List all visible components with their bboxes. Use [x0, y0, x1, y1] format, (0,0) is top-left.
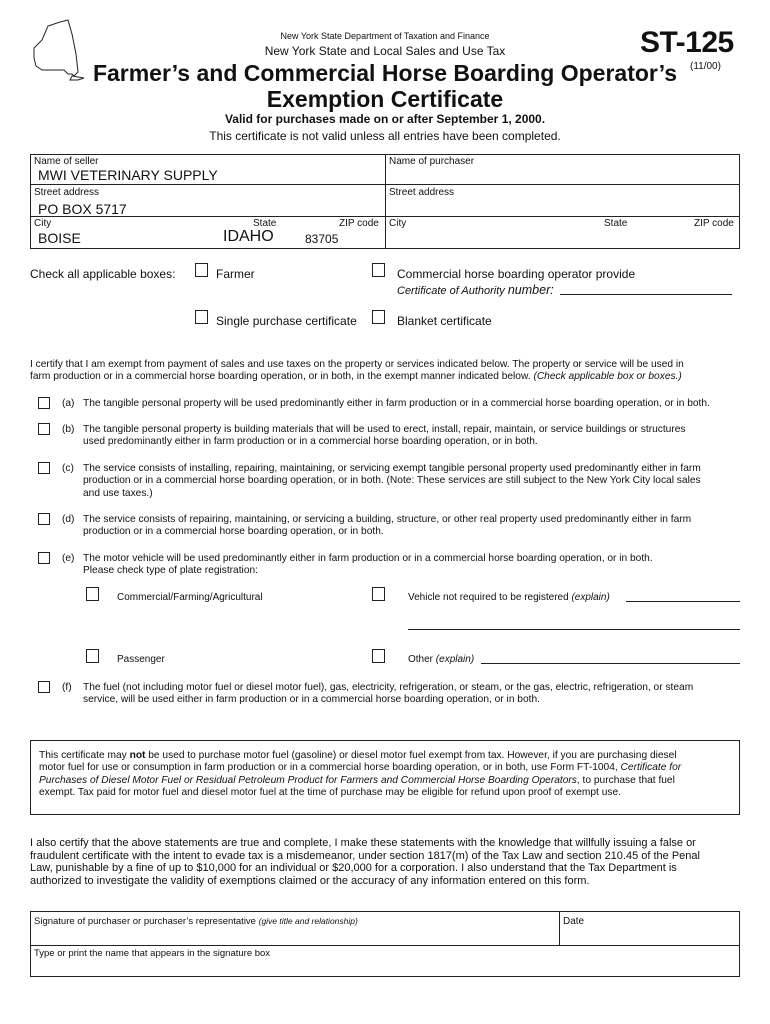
- plate-not-required-label: [408, 592, 610, 603]
- form-number: ST-125: [640, 26, 734, 59]
- signature-field[interactable]: [31, 912, 558, 945]
- notice-line1b: not: [129, 750, 146, 761]
- signature-label-italic: (give title and relationship): [258, 916, 358, 926]
- seller-zip-field[interactable]: 83705: [305, 232, 339, 246]
- seller-zip-label: ZIP code: [339, 218, 379, 229]
- item-d-letter: (d): [62, 514, 75, 525]
- final-line4: authorized to investigate the validity of exemptions claimed or the accuracy of any information entered on this form.: [30, 874, 590, 887]
- plate-other-text: Other: [408, 654, 436, 665]
- plate-other-explain: (explain): [435, 654, 475, 665]
- plate-passenger-label: Passenger: [117, 654, 165, 665]
- commercial-horse-checkbox[interactable]: [372, 263, 385, 277]
- notice-line3b: , to purchase that fuel: [576, 774, 675, 786]
- single-purchase-checkbox[interactable]: [195, 310, 208, 324]
- notice-line4: exempt. Tax paid for motor fuel and diesel motor fuel at the time of purchase may be eligible for refund upon proof of exempt use.: [39, 787, 621, 799]
- plate-not-required-text: Vehicle not required to be registered: [408, 592, 572, 603]
- page-title-line2: Exemption Certificate: [266, 86, 504, 112]
- seller-state-field[interactable]: IDAHO: [223, 228, 274, 245]
- final-certification: [30, 837, 700, 887]
- item-b-line2: used predominantly either in farm production or in a commercial horse boarding operation, or in both.: [83, 436, 538, 448]
- farmer-checkbox[interactable]: [195, 263, 208, 277]
- item-f-line2: service, will be used either in farm production or in a commercial horse boarding operation, or in both.: [83, 694, 540, 706]
- blanket-checkbox[interactable]: [372, 310, 385, 324]
- item-e-line2: Please check type of plate registration:: [83, 565, 258, 577]
- seller-name-field[interactable]: MWI VETERINARY SUPPLY: [38, 167, 218, 183]
- applicable-boxes-label: Check all applicable boxes:: [30, 267, 176, 281]
- final-line3: Law, punishable by a fine of up to $10,000 for an individual or $20,000 for a corporation. I also understand that the Tax Department is: [30, 862, 677, 874]
- item-e-line1: The motor vehicle will be used predominantly either in farm production or in a commercial horse boarding operation, or in both.: [83, 553, 653, 564]
- single-purchase-label: Single purchase certificate: [216, 314, 357, 328]
- not-required-explain-line2[interactable]: [408, 629, 740, 630]
- item-d-checkbox[interactable]: [38, 513, 50, 525]
- item-b-letter: (b): [62, 424, 75, 435]
- certificate-authority-text: Certificate of Authority: [397, 285, 508, 297]
- notice-line2a: motor fuel for use or consumption in farm production or in a commercial horse boarding operation, or in both, use Form FT-1004,: [39, 762, 621, 774]
- entries-notice: This certificate is not valid unless all entries have been completed.: [209, 129, 561, 143]
- date-label: Date: [563, 916, 585, 927]
- certify-paragraph: [30, 359, 750, 384]
- item-c-letter: (c): [62, 463, 74, 474]
- item-a-letter: (a): [62, 398, 75, 409]
- seller-city-label: City: [34, 218, 52, 229]
- certify-line2: farm production or in a commercial horse boarding operation, or in both, in the exempt manner indicated below.: [30, 371, 534, 383]
- form-date: (11/00): [690, 61, 721, 72]
- motor-fuel-notice: [30, 740, 740, 815]
- certify-line1: I certify that I am exempt from payment of sales and use taxes on the property or services indicated below. The property or service will be used in: [30, 359, 684, 370]
- printed-name-field[interactable]: [31, 946, 739, 976]
- item-c-line1: The service consists of installing, repairing, maintaining, or servicing exempt tangible personal property used predominantly either in farm: [83, 463, 701, 474]
- item-c-text: [83, 463, 701, 500]
- department-name: New York State Department of Taxation and Finance: [280, 31, 490, 41]
- notice-line3a: Purchases of Diesel Motor Fuel or Residual Petroleum Product for Farmers and Commercial Horse Boarding Operators: [39, 774, 577, 786]
- blanket-label: Blanket certificate: [397, 314, 492, 328]
- item-f-text: [83, 682, 693, 707]
- item-a-checkbox[interactable]: [38, 397, 50, 409]
- certificate-authority-number-text: number:: [507, 283, 554, 297]
- item-f-line1: The fuel (not including motor fuel or diesel motor fuel), gas, electricity, refrigeration, or steam, or the gas, electric, refrigeration, or steam: [83, 682, 694, 693]
- plate-passenger-checkbox[interactable]: [86, 649, 99, 663]
- valid-notice: Valid for purchases made on or after September 1, 2000.: [224, 112, 546, 126]
- printed-name-label: Type or print the name that appears in the signature box: [34, 948, 271, 959]
- purchaser-state-label: State: [604, 218, 628, 229]
- farmer-label: Farmer: [216, 267, 255, 281]
- seller-street-label: Street address: [34, 187, 100, 198]
- seller-street-field[interactable]: PO BOX 5717: [38, 201, 127, 217]
- item-c-line3: and use taxes.): [83, 487, 153, 499]
- not-required-explain-line[interactable]: [626, 601, 740, 602]
- purchaser-street-label: Street address: [389, 187, 455, 198]
- seller-city-field[interactable]: BOISE: [38, 230, 81, 246]
- other-explain-line[interactable]: [481, 663, 740, 664]
- plate-other-label: [408, 654, 474, 665]
- plate-commercial-label: Commercial/Farming/Agricultural: [117, 592, 263, 603]
- item-b-checkbox[interactable]: [38, 423, 50, 435]
- notice-line2b: Certificate for: [620, 762, 682, 774]
- seller-name-label: Name of seller: [34, 156, 99, 167]
- plate-commercial-checkbox[interactable]: [86, 587, 99, 601]
- final-line2: fraudulent certificate with the intent to evade tax is a misdemeanor, under section 1817(m) of the Tax Law and section 210.45 of the Penal: [30, 849, 700, 862]
- authority-number-line[interactable]: [560, 294, 732, 295]
- certificate-authority-label: [397, 283, 554, 297]
- item-a-text: [83, 398, 710, 410]
- final-line1: I also certify that the above statements are true and complete, I make these statements with the knowledge that willfully issuing a false or: [30, 837, 696, 849]
- seller-state-label: State: [253, 218, 277, 229]
- item-d-text: [83, 514, 691, 539]
- purchaser-zip-label: ZIP code: [694, 218, 734, 229]
- item-e-letter: (e): [62, 553, 75, 564]
- item-c-checkbox[interactable]: [38, 462, 50, 474]
- item-a-line1: The tangible personal property will be used predominantly either in farm production or in a commercial horse boarding operation, or in both.: [83, 398, 710, 409]
- date-field[interactable]: [560, 912, 739, 945]
- item-b-text: [83, 424, 686, 449]
- plate-not-required-checkbox[interactable]: [372, 587, 385, 601]
- notice-line1a: This certificate may: [39, 750, 130, 761]
- purchaser-name-label: Name of purchaser: [389, 156, 475, 167]
- commercial-horse-label: Commercial horse boarding operator provide: [397, 267, 636, 281]
- item-d-line1: The service consists of repairing, maintaining, or servicing a building, structure, or other real property used predominantly either in farm: [83, 514, 692, 525]
- item-c-line2: production or in a commercial horse boarding operation, or in both. (Note: These services are still subject to the New York City local sales: [83, 475, 701, 487]
- signature-label: Signature of purchaser or purchaser’s representative: [34, 916, 259, 927]
- purchaser-city-label: City: [389, 218, 407, 229]
- plate-not-required-explain: (explain): [571, 592, 610, 603]
- notice-line1c: be used to purchase motor fuel (gasoline) or diesel motor fuel exempt from tax. However, if you are purchasing diesel: [145, 750, 677, 761]
- item-e-checkbox[interactable]: [38, 552, 50, 564]
- item-d-line2: production or in a commercial horse boarding operation, or in both.: [83, 526, 384, 538]
- item-e-text: [83, 553, 653, 578]
- certify-line2-italic: (Check applicable box or boxes.): [533, 371, 682, 383]
- page-title-line1: Farmer’s and Commercial Horse Boarding Operator’s: [92, 60, 678, 86]
- tax-name: New York State and Local Sales and Use Tax: [264, 44, 506, 58]
- item-b-line1: The tangible personal property is building materials that will be used to erect, install, repair, maintain, or service buildings or structures: [83, 424, 686, 435]
- item-f-checkbox[interactable]: [38, 681, 50, 693]
- item-f-letter: (f): [62, 682, 72, 693]
- plate-other-checkbox[interactable]: [372, 649, 385, 663]
